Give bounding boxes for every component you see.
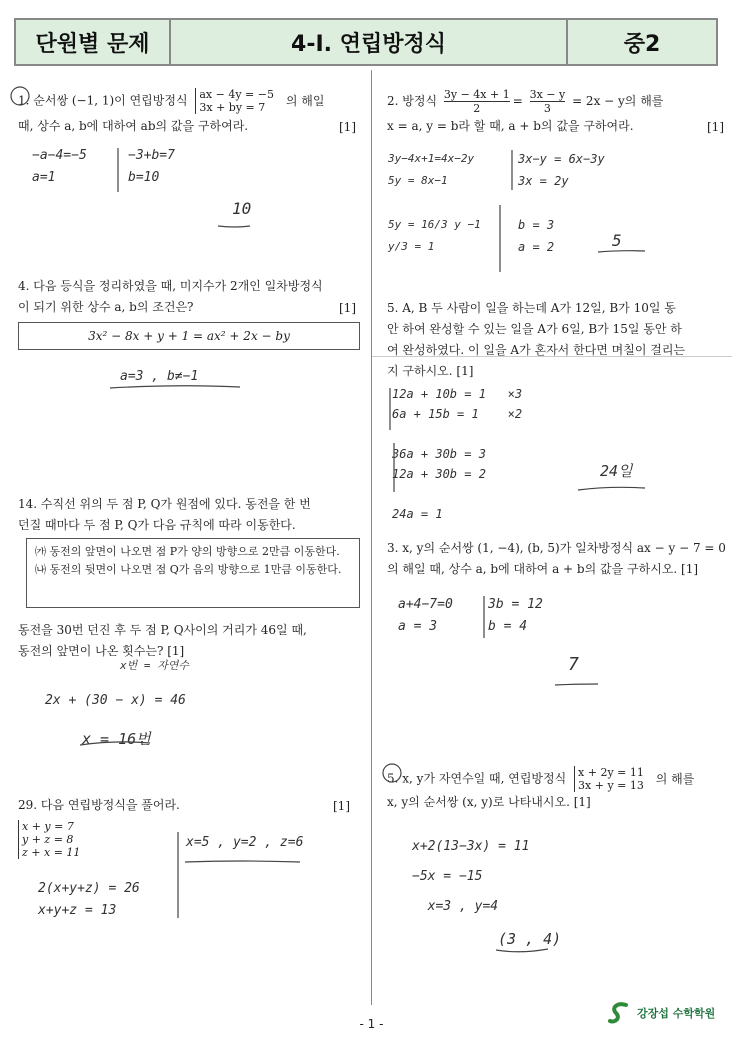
question-14-text-a: 14. 수직선 위의 두 점 P, Q가 원점에 있다. 동전을 한 번 (18, 497, 311, 511)
header-unit-label: 단원별 문제 (16, 20, 171, 64)
question-1-answer: 10 (232, 199, 252, 218)
question-1-answer-underline (218, 226, 250, 227)
question-14-rules-box (26, 538, 360, 608)
academy-name: 강장섭 수학학원 (637, 1007, 716, 1020)
question-3-text-b: 의 해일 때, 상수 a, b에 대하여 a + b의 값을 구하시오. [1] (387, 562, 699, 576)
question-1-eq1: ax − 4y = −5 (199, 88, 274, 101)
question-5b-work: x+2(13−3x) = 11 −5x = −15 x=3 , y=4 (412, 839, 530, 914)
question-29-work: 2(x+y+z) = 26 x+y+z = 13 (38, 881, 140, 918)
question-14-text-c: 동전을 30번 던진 후 두 점 P, Q사이의 거리가 46일 때, (18, 623, 307, 637)
question-29-text: 29. 다음 연립방정식을 풀어라. (18, 798, 180, 812)
question-4-points: [1] (339, 301, 356, 315)
question-2: 2. 방정식 $\frac{3y - 4x + 1}{2}$ = $\frac{3x - y}{3}$ = 2x − y의 해를 (387, 88, 664, 115)
question-5a-work: 12a + 10b = 1 ×3 6a + 15b = 1 ×2 36a + 30b = 3 12a + 30b = 2 24a = 1 (392, 387, 523, 521)
question-2-text: 2. 방정식 (387, 94, 438, 108)
question-29-eq1: x + y = 7 (22, 820, 74, 833)
question-4-answer: a=3 , b≠−1 (120, 369, 199, 384)
question-1-eq2: 3x + by = 7 (199, 101, 266, 114)
question-29-answer-underline (185, 861, 300, 862)
question-2-text-tail: = 2x − y의 해를 (572, 94, 664, 108)
question-5b (387, 766, 727, 792)
question-2-answer: 5 (612, 231, 622, 250)
academy-logo (607, 1000, 715, 1026)
question-14-rule-a: ㈎ 동전의 앞면이 나오면 점 P가 양의 방향으로 2만큼 이동한다. (35, 545, 340, 558)
question-4-equation-box: 3x² − 8x + y + 1 = ax² + 2x − by (18, 322, 360, 350)
question-1-work-right: −3+b=7 b=10 (128, 148, 175, 185)
question-4-text-a: 4. 다음 등식을 정리하였을 때, 미지수가 2개인 일차방정식 (18, 279, 323, 293)
question-5b-answer: (3 , 4) (498, 930, 562, 948)
question-3-work-right: 3b = 12 b = 4 (488, 597, 543, 634)
question-3-work-left: a+4−7=0 a = 3 (398, 597, 453, 634)
question-2-work-left: 3y−4x+1=4x−2y 5y = 8x−1 5y = 16/3 y −1 y/3 = 1 (388, 152, 481, 253)
question-1-text-tail: 의 해일 (285, 93, 325, 108)
question-5b-eq1: x + 2y = 11 (578, 766, 644, 779)
question-3-text-a: 3. x, y의 순서쌍 (1, −4), (b, 5)가 일차방정식 ax − y − 7 = 0 (387, 541, 726, 555)
question-14-text-d: 동전의 앞면이 나온 횟수는? [1] (18, 644, 185, 658)
question-29-eq3: z + x = 11 (22, 846, 81, 859)
question-2-frac2-den: 3 (543, 102, 551, 115)
question-29-eq2: y + z = 8 (22, 833, 74, 846)
question-1-points: [1] (339, 120, 356, 134)
question-14-rule-b: ㈏ 동전의 뒷면이 나오면 점 Q가 음의 방향으로 1만큼 이동한다. (35, 563, 342, 576)
question-1-work-left: −a−4=−5 a=1 (32, 148, 87, 185)
question-29-system (18, 820, 80, 859)
question-2-frac1-num: 3y − 4x + 1 (443, 88, 510, 101)
question-5b-eq2: 3x + y = 13 (578, 779, 644, 792)
question-14-answer: x = 16번 (82, 730, 151, 748)
question-2-instruction: x = a, y = b라 할 때, a + b의 값을 구하여라. (387, 119, 634, 133)
question-5a-text-d: 지 구하시오. [1] (387, 364, 474, 378)
question-5a-answer: 24일 (600, 462, 633, 480)
question-2-points: [1] (707, 120, 724, 134)
question-5b-text: 5. x, y가 자연수일 때, 연립방정식 (387, 771, 567, 786)
question-3-answer: 7 (568, 654, 579, 675)
question-5b-text-tail: 의 해를 (655, 771, 695, 786)
question-1-text: 1. 순서쌍 (−1, 1)이 연립방정식 (18, 93, 188, 108)
worksheet-header (14, 18, 718, 66)
question-14-work-a: x번 = 자연수 (120, 659, 189, 672)
question-5a-text-c: 여 완성하였다. 이 일을 A가 혼자서 한다면 며칠이 걸리는 (387, 343, 686, 357)
question-2-work-right: 3x−y = 6x−3y 3x = 2y b = 3 a = 2 (518, 152, 605, 254)
question-1 (18, 88, 363, 114)
question-3-answer-underline (555, 684, 598, 685)
question-29-answer: x=5 , y=2 , z=6 (186, 835, 304, 850)
question-2-frac1-den: 2 (473, 102, 481, 115)
page-number: - 1 - (359, 1017, 384, 1031)
header-title: 4-Ⅰ. 연립방정식 (171, 20, 568, 64)
question-2-frac2-num: 3x − y (529, 88, 566, 101)
question-5b-instruction: x, y의 순서쌍 (x, y)로 나타내시오. [1] (387, 795, 591, 809)
question-29-points: [1] (333, 799, 350, 813)
question-1-instruction: 때, 상수 a, b에 대하여 ab의 값을 구하여라. (18, 119, 249, 133)
question-4-text-b: 이 되기 위한 상수 a, b의 조건은? (18, 300, 194, 314)
academy-logo-icon (607, 1000, 633, 1026)
question-5a-answer-underline (578, 487, 645, 490)
column-divider (371, 70, 372, 1005)
question-14-work-b: 2x + (30 − x) = 46 (45, 693, 186, 708)
question-14-text-b: 던질 때마다 두 점 P, Q가 다음 규칙에 따라 이동한다. (18, 518, 296, 532)
question-5a-text-b: 안 하여 완성할 수 있는 일을 A가 6일, B가 15일 동안 하 (387, 322, 682, 336)
header-grade: 중2 (623, 31, 661, 57)
question-5a-text-a: 5. A, B 두 사람이 일을 하는데 A가 12일, B가 10일 동 (387, 301, 676, 315)
